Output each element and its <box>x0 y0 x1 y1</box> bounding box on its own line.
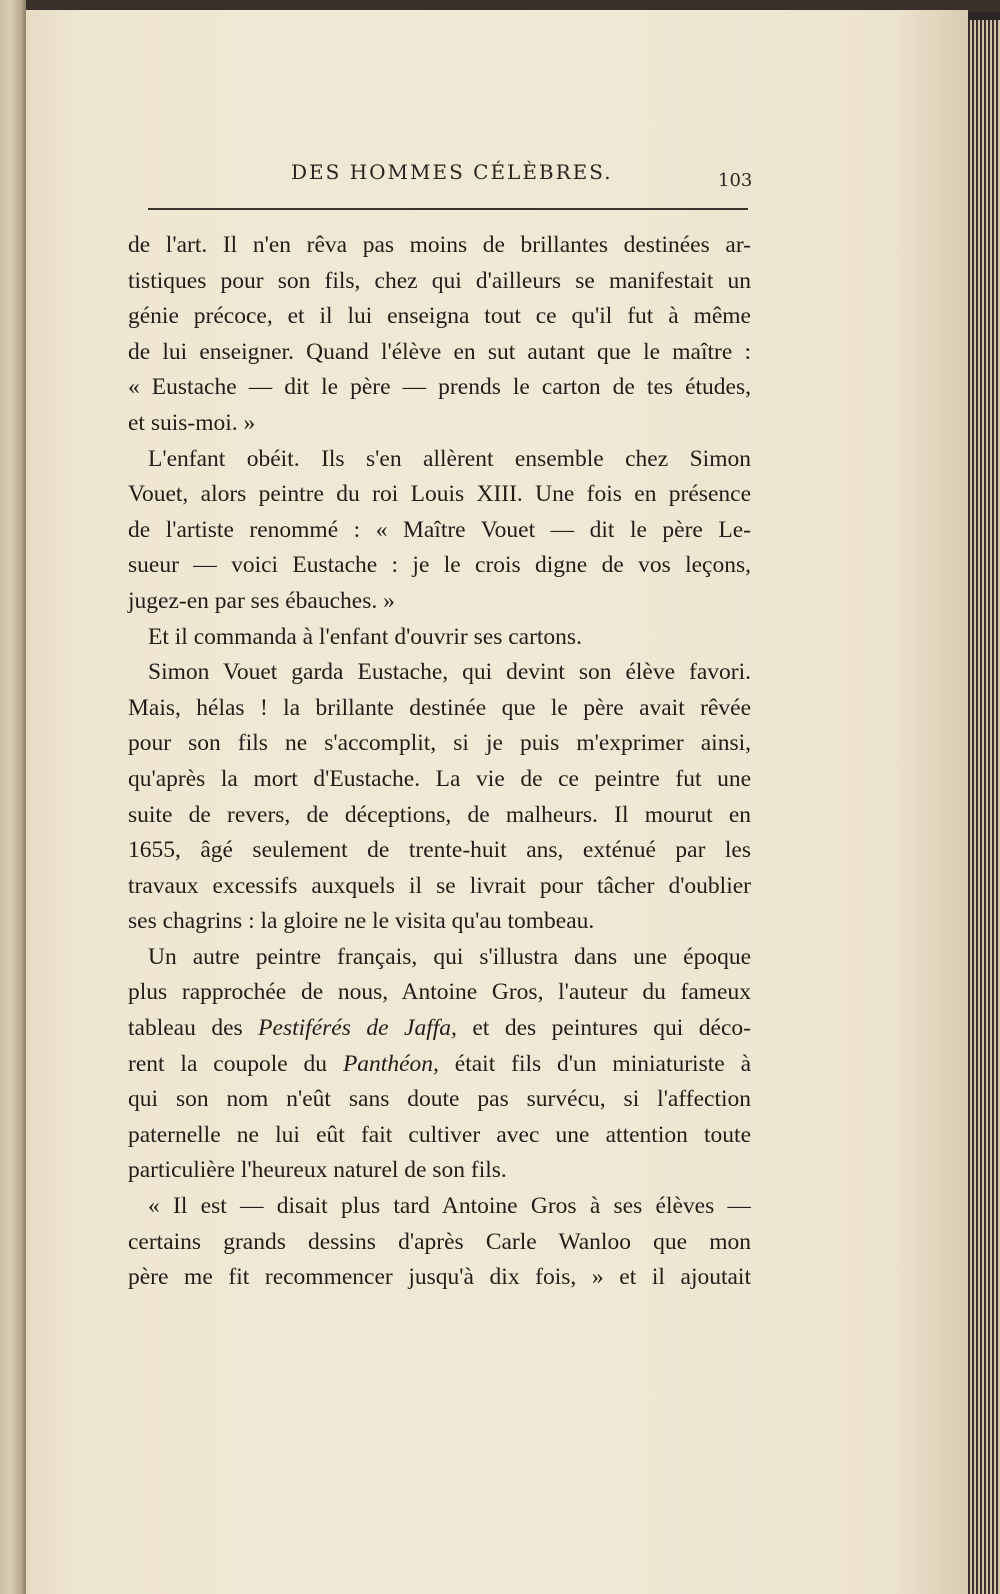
text-line: Mais, hélas ! la brillante destinée que le père avait rêvée <box>128 694 751 721</box>
text-line: Simon Vouet garda Eustache, qui devint son élève favori. <box>148 659 751 686</box>
book-gutter <box>0 0 26 1594</box>
text-line: certains grands dessins d'après Carle Wanloo que mon <box>128 1228 751 1255</box>
text-line: paternelle ne lui eût fait cultiver avec une attention toute <box>128 1121 751 1148</box>
body-text <box>128 228 751 1296</box>
running-title: DES HOMMES CÉLÈBRES. <box>291 160 613 184</box>
header-rule <box>148 208 748 210</box>
text-line: qu'après la mort d'Eustache. La vie de ce peintre fut une <box>128 765 751 792</box>
text-line: père me fit recommencer jusqu'à dix fois, » et il ajoutait <box>128 1264 751 1291</box>
text-line: Un autre peintre français, qui s'illustra dans une époque <box>148 943 751 970</box>
text-segment: rent la coupole du <box>128 1050 343 1077</box>
text-line: de lui enseigner. Quand l'élève en sut autant que le maître : <box>128 338 751 365</box>
text-line: sueur — voici Eustache : je le crois digne de vos leçons, <box>128 552 751 579</box>
text-line: qui son nom n'eût sans doute pas survécu, si l'affection <box>128 1086 751 1113</box>
text-line: jugez-en par ses ébauches. » <box>128 587 395 614</box>
text-line: de l'art. Il n'en rêva pas moins de brillantes destinées ar- <box>128 232 751 258</box>
text-line: L'enfant obéit. Ils s'en allèrent ensemble chez Simon <box>148 445 751 472</box>
italic-title-pantheon: Panthéon, <box>342 1050 439 1077</box>
text-line: particulière l'heureux naturel de son fils. <box>128 1157 507 1184</box>
text-line: « Il est — disait plus tard Antoine Gros à ses élèves — <box>148 1193 751 1220</box>
text-line: suite de revers, de déceptions, de malheurs. Il mourut en <box>128 801 751 828</box>
text-line <box>128 1011 751 1047</box>
text-segment: était fils d'un miniaturiste à <box>438 1050 751 1077</box>
italic-title-pestiferes: Pestiférés de Jaffa, <box>258 1015 457 1042</box>
text-line: Et il commanda à l'enfant d'ouvrir ses cartons. <box>148 623 582 650</box>
text-line: ses chagrins : la gloire ne le visita qu'au tombeau. <box>128 908 595 935</box>
text-line: pour son fils ne s'accomplit, si je puis m'exprimer ainsi, <box>128 730 751 757</box>
text-line: travaux excessifs auxquels il se livrait pour tâcher d'oublier <box>128 872 751 899</box>
text-line: plus rapprochée de nous, Antoine Gros, l'auteur du fameux <box>128 979 751 1006</box>
page-number: 103 <box>718 170 753 191</box>
text-line: de l'artiste renommé : « Maître Vouet — dit le père Le- <box>128 516 751 543</box>
text-line: 1655, âgé seulement de trente-huit ans, exténué par les <box>128 837 751 864</box>
text-line: « Eustache — dit le père — prends le carton de tes études, <box>128 374 751 401</box>
text-segment: et des peintures qui déco- <box>456 1015 751 1042</box>
text-line: génie précoce, et il lui enseigna tout ce qu'il fut à même <box>128 303 751 330</box>
text-segment: tableau des <box>128 1015 259 1042</box>
book-fore-edge <box>968 20 1000 1594</box>
text-line: Vouet, alors peintre du roi Louis XIII. Une fois en présence <box>128 481 751 508</box>
text-line <box>128 1047 751 1083</box>
text-line: et suis-moi. » <box>128 409 256 436</box>
text-line: tistiques pour son fils, chez qui d'ailleurs se manifestait un <box>128 267 751 294</box>
